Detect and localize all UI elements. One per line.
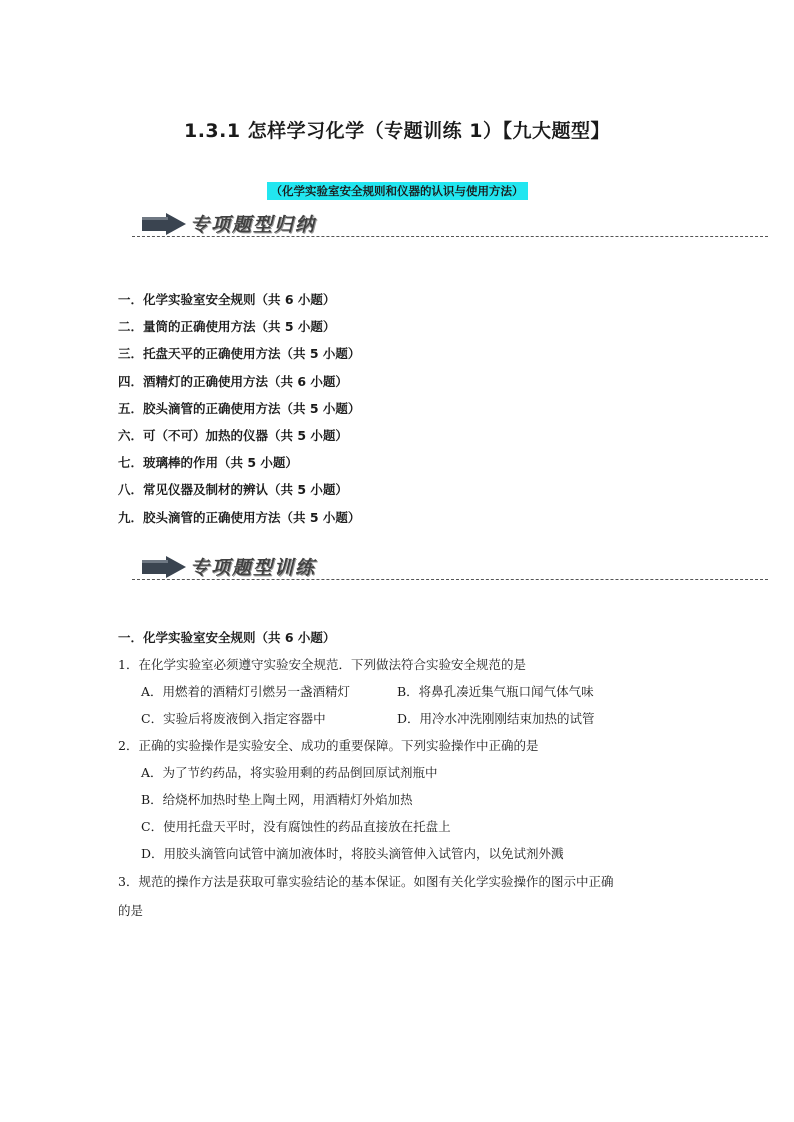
banner-label: 专项题型训练	[190, 557, 317, 579]
topic-item: 四．酒精灯的正确使用方法（共 6 小题）	[118, 373, 348, 389]
topic-item: 六．可（不可）加热的仪器（共 5 小题）	[118, 427, 348, 443]
section-banner-summary	[132, 208, 768, 242]
topic-item: 五．胶头滴管的正确使用方法（共 5 小题）	[118, 400, 361, 416]
question-1-option-d: D．用冷水冲洗刚刚结束加热的试管	[397, 711, 595, 726]
question-3-stem-line2: 的是	[118, 903, 144, 918]
question-1-option-c: C．实验后将废液倒入指定容器中	[141, 711, 326, 726]
arrow-right-icon	[142, 213, 186, 235]
question-2-option-d: D．用胶头滴管向试管中滴加液体时，将胶头滴管伸入试管内，以免试剂外溅	[141, 846, 564, 861]
topic-item: 七．玻璃棒的作用（共 5 小题）	[118, 455, 298, 471]
question-2-option-a: A．为了节约药品，将实验用剩的药品倒回原试剂瓶中	[141, 765, 438, 780]
question-1-option-a: A．用燃着的酒精灯引燃另一盏酒精灯	[141, 684, 351, 699]
question-2-option-c: C．使用托盘天平时，没有腐蚀性的药品直接放在托盘上	[141, 819, 451, 834]
topic-item: 一．化学实验室安全规则（共 6 小题）	[118, 292, 336, 307]
question-2-option-b: B．给烧杯加热时垫上陶土网，用酒精灯外焰加热	[141, 792, 413, 807]
subtitle-container	[0, 180, 794, 200]
topic-item: 二．量筒的正确使用方法（共 5 小题）	[118, 319, 336, 335]
topic-item: 九．胶头滴管的正确使用方法（共 5 小题）	[118, 509, 361, 525]
banner-label: 专项题型归纳	[190, 214, 317, 236]
question-1-option-b: B．将鼻孔凑近集气瓶口闻气体气味	[397, 684, 594, 699]
section-banner-training	[132, 551, 768, 585]
topic-list	[118, 290, 360, 535]
question-3-stem-line1: 3．规范的操作方法是获取可靠实验结论的基本保证。如图有关化学实验操作的图示中正确	[118, 874, 614, 889]
arrow-right-icon	[142, 556, 186, 578]
document-title: 1.3.1 怎样学习化学（专题训练 1）【九大题型】	[183, 120, 611, 142]
section-heading: 一．化学实验室安全规则（共 6 小题）	[118, 630, 336, 645]
dashed-divider	[132, 579, 768, 580]
topic-item: 八．常见仪器及制材的辨认（共 5 小题）	[118, 482, 348, 498]
question-2-stem: 2．正确的实验操作是实验安全、成功的重要保障。下列实验操作中正确的是	[118, 738, 539, 753]
question-1-stem: 1．在化学实验室必须遵守实验安全规范．下列做法符合实验安全规范的是	[118, 657, 526, 672]
dashed-divider	[132, 236, 768, 237]
document-subtitle: （化学实验室安全规则和仪器的认识与使用方法）	[267, 182, 528, 200]
topic-item: 三．托盘天平的正确使用方法（共 5 小题）	[118, 346, 361, 362]
